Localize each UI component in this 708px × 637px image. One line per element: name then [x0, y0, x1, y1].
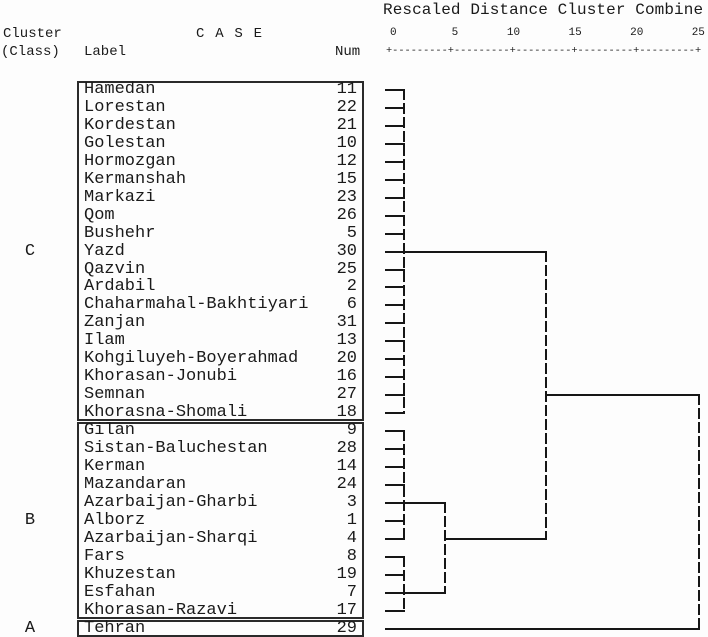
leaf-num: 15 — [336, 169, 357, 189]
leaf-row — [84, 530, 357, 548]
leaf-num: 2 — [346, 277, 357, 297]
dendrogram-merge-vline — [403, 89, 405, 414]
leaf-row — [84, 602, 357, 620]
axis-tick-label: 10 — [506, 27, 521, 39]
leaf-label: Sistan-Baluchestan — [84, 439, 268, 458]
leaf-label: Golestan — [84, 133, 166, 153]
leaf-label: Khorasan-Razavi — [84, 600, 238, 620]
leaf-label: Gilan — [84, 421, 136, 441]
leaf-num: 26 — [336, 205, 357, 225]
leaf-row — [84, 278, 357, 296]
dendrogram-merge-vline — [698, 394, 700, 629]
leaf-num: 8 — [346, 546, 357, 566]
leaf-row — [84, 512, 357, 530]
leaf-row — [84, 386, 357, 404]
leaf-num: 7 — [346, 582, 357, 602]
leaf-row — [84, 566, 357, 584]
dendrogram-merge-hline — [545, 394, 700, 396]
leaf-label: Kerman — [84, 456, 146, 476]
dendrogram-merge-hline — [403, 502, 446, 504]
leaf-row — [84, 243, 357, 261]
leaf-label: Qazvin — [84, 259, 146, 279]
leaf-row — [84, 117, 357, 135]
leaf-num: 20 — [336, 349, 357, 369]
leaf-num: 11 — [336, 80, 357, 99]
leaf-row — [84, 189, 357, 207]
leaf-label: Yazd — [84, 241, 125, 261]
leaf-num: 16 — [336, 367, 357, 387]
leaf-num: 9 — [346, 421, 357, 441]
case-header: C A S E — [196, 26, 264, 42]
leaf-label: Semnan — [84, 385, 146, 405]
leaf-label: Chaharmahal-Bakhtiyari — [84, 295, 309, 315]
cluster-header-line1: Cluster — [3, 26, 62, 42]
leaf-label: Bushehr — [84, 223, 156, 243]
leaf-num: 31 — [336, 313, 357, 333]
leaf-num: 4 — [346, 528, 357, 548]
leaf-row — [84, 458, 357, 476]
leaf-row — [84, 99, 357, 117]
axis-tick-label: 15 — [568, 27, 582, 39]
leaf-num: 13 — [336, 331, 357, 351]
leaf-label: Fars — [84, 546, 125, 566]
leaf-num: 5 — [346, 223, 357, 243]
num-column-header: Num — [335, 44, 361, 60]
dendrogram-merge-hline — [403, 251, 547, 253]
leaf-row — [84, 584, 357, 602]
leaf-num: 19 — [336, 564, 357, 584]
leaf-num: 14 — [336, 456, 357, 476]
leaf-label: Hormozgan — [84, 151, 176, 171]
leaf-row — [84, 620, 357, 637]
leaf-row — [84, 404, 357, 422]
leaf-row — [84, 440, 357, 458]
leaf-label: Ardabil — [84, 277, 156, 297]
leaf-label: Esfahan — [84, 582, 156, 602]
leaf-row — [84, 314, 357, 332]
leaf-num: 10 — [336, 133, 357, 153]
leaf-row — [84, 296, 357, 314]
leaf-row — [84, 476, 357, 494]
dendrogram-merge-vline — [403, 556, 405, 612]
leaf-label: Hamedan — [84, 80, 156, 99]
leaf-row — [84, 261, 357, 279]
dendrogram-merge-hline — [403, 628, 700, 630]
dendrogram-merge-vline — [545, 251, 547, 540]
leaf-num: 30 — [336, 241, 357, 261]
dendrogram-merge-hline — [403, 592, 446, 594]
leaf-row — [84, 332, 357, 350]
cluster-class-label-c: C — [24, 241, 36, 261]
axis-tick-label: 0 — [390, 27, 397, 39]
leaf-row — [84, 548, 357, 566]
axis-title: Rescaled Distance Cluster Combine — [383, 1, 704, 19]
leaf-label: Kermanshah — [84, 169, 187, 189]
dendrogram-merge-vline — [403, 430, 405, 540]
leaf-label: Kordestan — [84, 115, 176, 135]
cluster-class-label-b: B — [24, 510, 36, 530]
leaf-num: 1 — [346, 510, 357, 530]
leaf-row — [84, 422, 357, 440]
leaf-row — [84, 494, 357, 512]
leaf-label: Khuzestan — [84, 564, 176, 584]
dendrogram-merge-hline — [444, 538, 547, 540]
leaf-label: Mazandaran — [84, 474, 187, 494]
leaf-row — [84, 153, 357, 171]
leaf-label: Zanjan — [84, 313, 146, 333]
leaf-num: 6 — [346, 295, 357, 315]
leaf-label: Azarbaijan-Sharqi — [84, 528, 258, 548]
axis-tick-label: 25 — [691, 27, 705, 39]
leaf-num: 3 — [346, 492, 357, 512]
cluster-class-label-a: A — [24, 618, 36, 637]
leaf-label: Qom — [84, 205, 115, 225]
leaf-label: Khorasan-Jonubi — [84, 367, 238, 387]
label-column-header: Label — [84, 44, 127, 60]
leaf-label: Markazi — [84, 187, 156, 207]
leaf-num: 12 — [336, 151, 357, 171]
axis-tick-label: 5 — [451, 27, 459, 39]
leaf-row — [84, 135, 357, 153]
leaf-label: Azarbaijan-Gharbi — [84, 492, 258, 512]
leaf-num: 22 — [336, 97, 357, 117]
leaf-label: Khorasna-Shomali — [84, 403, 248, 423]
leaf-num: 23 — [336, 187, 357, 207]
leaf-num: 27 — [336, 385, 357, 405]
leaf-row — [84, 81, 357, 99]
dendrogram-merge-vline — [444, 502, 446, 594]
cluster-header-line2: (Class) — [1, 44, 60, 60]
leaf-num: 18 — [336, 403, 357, 423]
leaf-num: 29 — [336, 618, 357, 637]
leaf-label: Kohgiluyeh-Boyerahmad — [84, 349, 299, 369]
leaf-row — [84, 225, 357, 243]
leaf-row — [84, 368, 357, 386]
leaf-label: Lorestan — [84, 97, 166, 117]
leaf-num: 21 — [336, 115, 357, 135]
leaf-num: 17 — [336, 600, 357, 620]
leaf-row — [84, 207, 357, 225]
leaf-row — [84, 350, 357, 368]
leaf-label: Tehran — [84, 618, 146, 637]
leaf-num: 24 — [336, 474, 357, 494]
leaf-num: 25 — [336, 259, 357, 279]
axis-tick-label: 20 — [630, 27, 644, 39]
leaf-row — [84, 171, 357, 189]
leaf-label: Ilam — [84, 331, 125, 351]
axis-ruler: +---------+---------+---------+---------+---------+ — [386, 45, 702, 57]
leaf-num: 28 — [336, 439, 357, 458]
leaf-label: Alborz — [84, 510, 146, 530]
